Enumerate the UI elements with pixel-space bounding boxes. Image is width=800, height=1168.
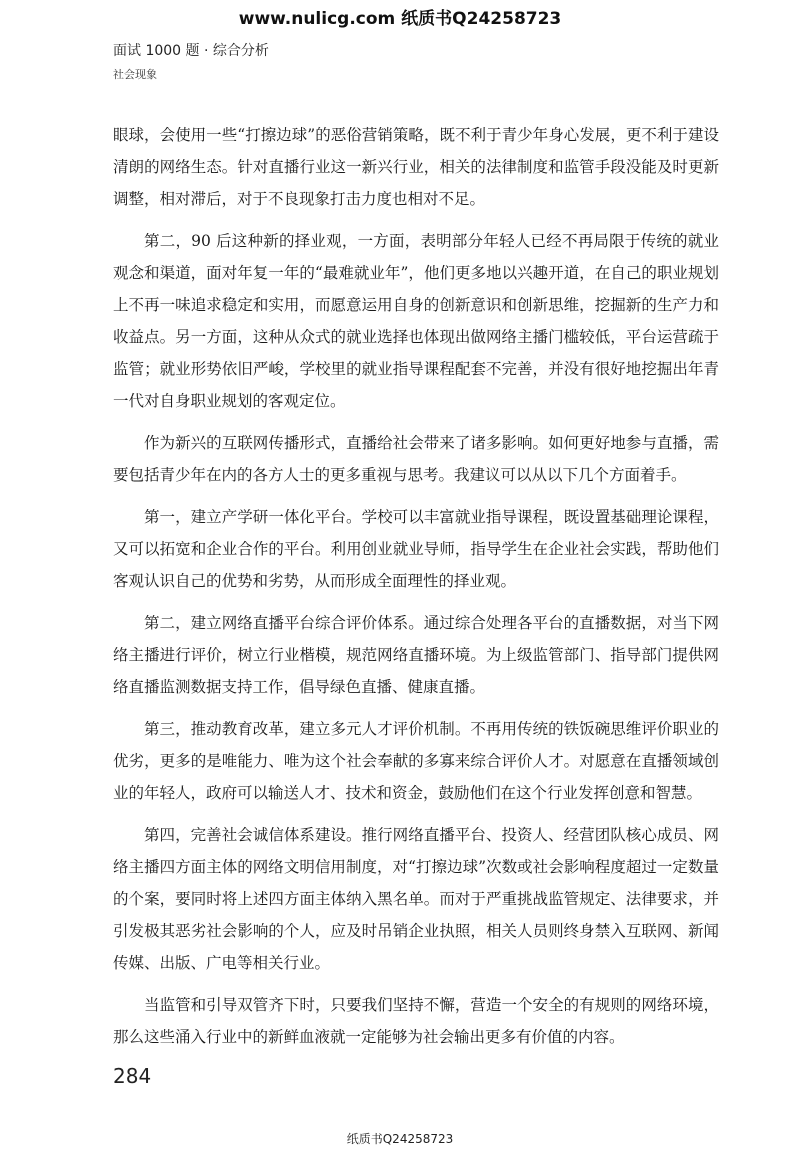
paragraph-8: 当监管和引导双管齐下时，只要我们坚持不懈，营造一个安全的有规则的网络环境，那么这些涌入行业中的新鲜血液就一定能够为社会输出更多有价值的内容。 — [113, 996, 719, 1046]
book-title: 面试 1000 题 · 综合分析 — [113, 43, 269, 59]
section-label: 社会现象 — [113, 68, 157, 81]
paragraph-4: 第一，建立产学研一体化平台。学校可以丰富就业指导课程，既设置基础理论课程，又可以拓宽和企业合作的平台。利用创业就业导师，指导学生在企业社会实践，帮助他们客观认识自己的优势和劣势，从而形成全面理性的择业观。 — [113, 508, 719, 590]
paragraph-3: 作为新兴的互联网传播形式，直播给社会带来了诸多影响。如何更好地参与直播，需要包括青少年在内的各方人士的更多重视与思考。我建议可以从以下几个方面着手。 — [113, 434, 719, 484]
watermark-top: www.nulicg.com 纸质书Q24258723 — [238, 9, 562, 29]
paragraph-2: 第二，90 后这种新的择业观，一方面，表明部分年轻人已经不再局限于传统的就业观念和渠道，面对年复一年的“最难就业年”，他们更多地以兴趣开道，在自己的职业规划上不再一味追求稳定和实用，而愿意运用自身的创新意识和创新思维，挖掘新的生产力和收益点。另一方面，这种从众式的就业选择也体现出做网络主播门槛较低，平台运营疏于监管；就业形势依旧严峻，学校里的就业指导课程配套不完善，并没有很好地挖掘出年青一代对自身职业规划的客观定位。 — [113, 232, 719, 410]
body-text — [113, 119, 719, 1063]
watermark-bottom: 纸质书Q24258723 — [346, 1132, 454, 1146]
paragraph-6: 第三，推动教育改革，建立多元人才评价机制。不再用传统的铁饭碗思维评价职业的优劣，更多的是唯能力、唯为这个社会奉献的多寡来综合评价人才。对愿意在直播领域创业的年轻人，政府可以输送人才、技术和资金，鼓励他们在这个行业发挥创意和智慧。 — [113, 720, 719, 802]
page-number: 284 — [113, 1064, 152, 1088]
running-header — [113, 42, 269, 82]
paragraph-5: 第二，建立网络直播平台综合评价体系。通过综合处理各平台的直播数据，对当下网络主播进行评价，树立行业楷模，规范网络直播环境。为上级监管部门、指导部门提供网络直播监测数据支持工作，倡导绿色直播、健康直播。 — [113, 614, 719, 696]
paragraph-7: 第四，完善社会诚信体系建设。推行网络直播平台、投资人、经营团队核心成员、网络主播四方面主体的网络文明信用制度，对“打擦边球”次数或社会影响程度超过一定数量的个案，要同时将上述四方面主体纳入黑名单。而对于严重挑战监管规定、法律要求，并引发极其恶劣社会影响的个人，应及时吊销企业执照，相关人员则终身禁入互联网、新闻传媒、出版、广电等相关行业。 — [113, 826, 719, 972]
paragraph-1: 眼球，会使用一些“打擦边球”的恶俗营销策略，既不利于青少年身心发展，更不利于建设清朗的网络生态。针对直播行业这一新兴行业，相关的法律制度和监管手段没能及时更新调整，相对滞后，对于不良现象打击力度也相对不足。 — [113, 126, 719, 208]
